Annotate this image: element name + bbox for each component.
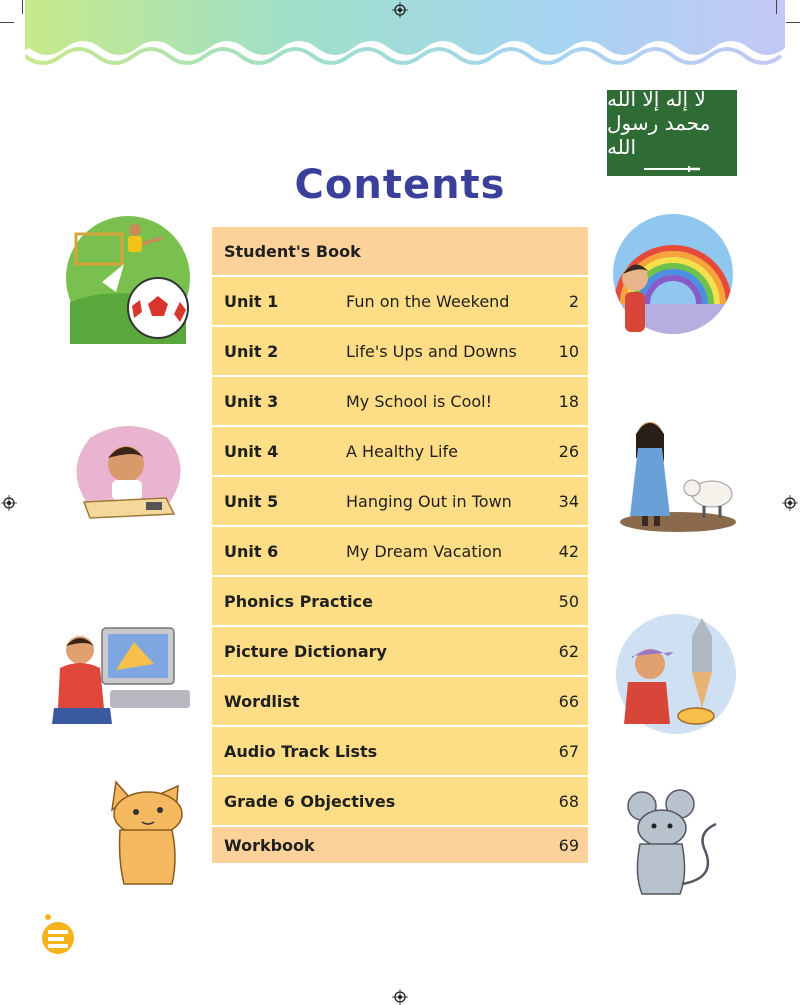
section-label: Audio Track Lists bbox=[224, 741, 378, 761]
boy-studying-illustration bbox=[70, 418, 188, 528]
page-number: 18 bbox=[558, 391, 579, 411]
section-label: Phonics Practice bbox=[224, 591, 373, 611]
page-number: 66 bbox=[558, 691, 579, 711]
toc-row-wordlist[interactable] bbox=[212, 677, 588, 725]
page-number: 69 bbox=[558, 835, 579, 855]
rainbow-girl-illustration bbox=[607, 212, 739, 338]
crop-mark bbox=[22, 0, 23, 14]
unit-name: My School is Cool! bbox=[346, 391, 493, 411]
toc-row-unit-6[interactable] bbox=[212, 527, 588, 575]
unit-label: Unit 3 bbox=[224, 391, 279, 411]
section-label: Wordlist bbox=[224, 691, 300, 711]
toc-row-picture-dictionary[interactable] bbox=[212, 627, 588, 675]
section-label: Grade 6 Objectives bbox=[224, 791, 396, 811]
page-number: 67 bbox=[558, 741, 579, 761]
cat-illustration bbox=[102, 780, 194, 890]
crop-mark bbox=[786, 22, 800, 23]
page-number: 34 bbox=[558, 491, 579, 511]
unit-label: Unit 5 bbox=[224, 491, 279, 511]
flag-script: لا إله إلا الله محمد رسول الله bbox=[607, 87, 711, 159]
unit-label: Unit 2 bbox=[224, 341, 279, 361]
crop-mark bbox=[0, 22, 14, 23]
page-number: 68 bbox=[558, 791, 579, 811]
publisher-logo-icon bbox=[40, 912, 76, 958]
toc-row-unit-3[interactable] bbox=[212, 377, 588, 425]
registration-mark-icon bbox=[1, 495, 17, 511]
page-number: 26 bbox=[558, 441, 579, 461]
toc-row-grade-6-objectives[interactable] bbox=[212, 777, 588, 825]
contents-table bbox=[212, 227, 588, 863]
page-number: 2 bbox=[568, 291, 579, 311]
toc-row-workbook[interactable] bbox=[212, 827, 588, 863]
registration-mark-icon bbox=[782, 495, 798, 511]
toc-row-unit-1[interactable] bbox=[212, 277, 588, 325]
toc-header-row bbox=[212, 227, 588, 275]
toc-header-label: Student's Book bbox=[224, 241, 361, 261]
page-number: 42 bbox=[558, 541, 579, 561]
registration-mark-icon bbox=[392, 989, 408, 1005]
crop-mark bbox=[776, 0, 777, 14]
unit-name: A Healthy Life bbox=[346, 441, 458, 461]
page-number: 10 bbox=[558, 341, 579, 361]
page-number: 62 bbox=[558, 641, 579, 661]
page-number: 50 bbox=[558, 591, 579, 611]
unit-label: Unit 1 bbox=[224, 291, 279, 311]
boy-at-computer-illustration bbox=[50, 620, 195, 728]
boy-with-rocket-illustration bbox=[610, 612, 740, 738]
registration-mark-icon bbox=[392, 2, 408, 18]
unit-name: Hanging Out in Town bbox=[346, 491, 512, 511]
unit-name: Life's Ups and Downs bbox=[346, 341, 517, 361]
mouse-illustration bbox=[618, 788, 726, 900]
toc-row-unit-5[interactable] bbox=[212, 477, 588, 525]
page-title: Contents bbox=[294, 162, 506, 208]
unit-name: My Dream Vacation bbox=[346, 541, 502, 561]
soccer-player-illustration bbox=[62, 212, 194, 344]
unit-label: Unit 4 bbox=[224, 441, 279, 461]
toc-row-phonics-practice[interactable] bbox=[212, 577, 588, 625]
toc-row-audio-track-lists[interactable] bbox=[212, 727, 588, 775]
unit-label: Unit 6 bbox=[224, 541, 279, 561]
unit-name: Fun on the Weekend bbox=[346, 291, 510, 311]
section-label: Picture Dictionary bbox=[224, 641, 387, 661]
section-label: Workbook bbox=[224, 835, 315, 855]
girl-with-lamb-illustration bbox=[616, 412, 740, 536]
toc-row-unit-2[interactable] bbox=[212, 327, 588, 375]
toc-row-unit-4[interactable] bbox=[212, 427, 588, 475]
